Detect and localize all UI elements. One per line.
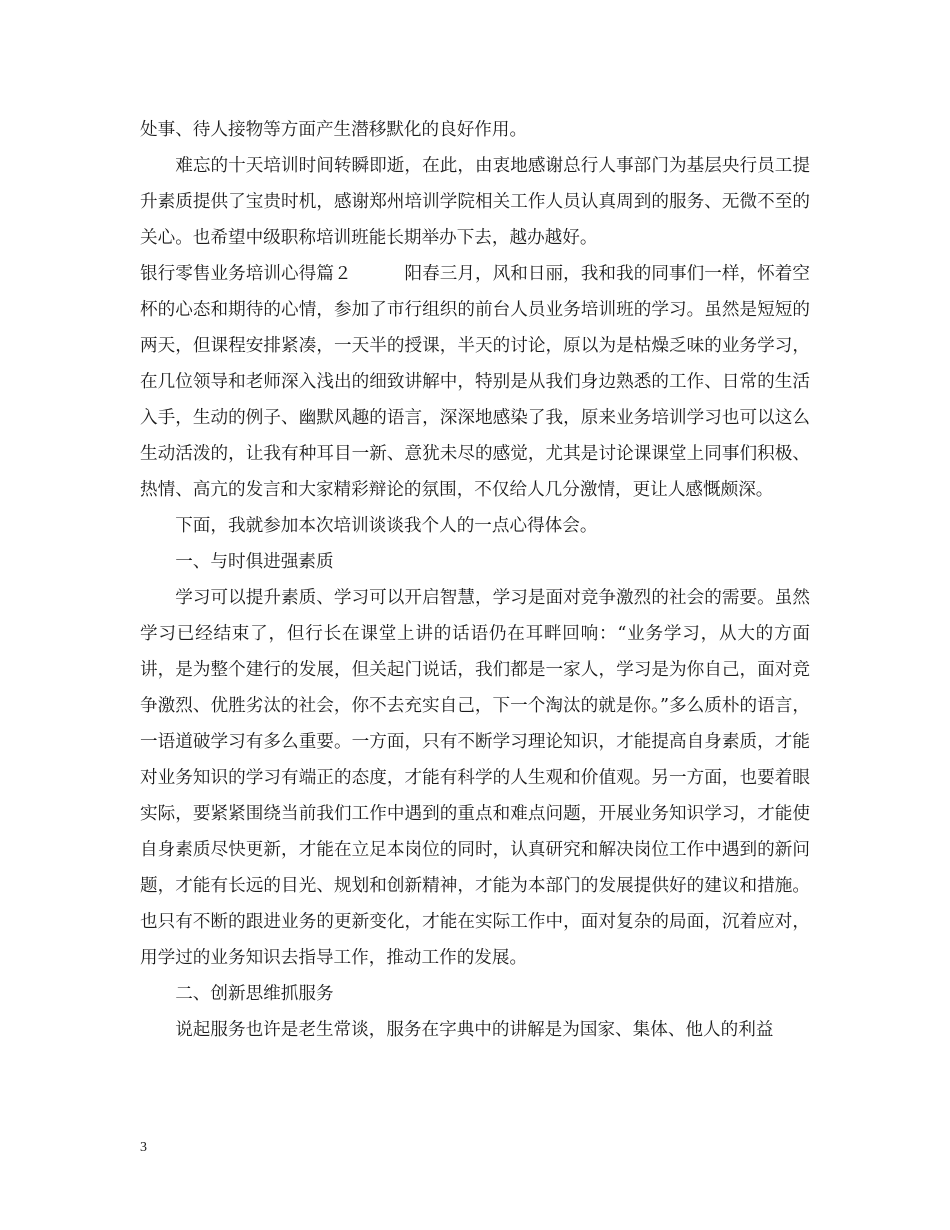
page-number: 3 bbox=[140, 1140, 147, 1155]
paragraph-2: 难忘的十天培训时间转瞬即逝，在此，由衷地感谢总行人事部门为基层央行员工提升素质提供了宝贵时机，感谢郑州培训学院相关工作人员认真周到的服务、无微不至的关心。也希望中级职称培训班能长期举办下去，越办越好。 bbox=[140, 156, 810, 248]
paragraph-5: 学习可以提升素质、学习可以开启智慧，学习是面对竞争激烈的社会的需要。虽然学习已经结束了，但行长在课堂上讲的话语仍在耳畔回响：“业务学习，从大的方面讲，是为整个建行的发展，但关起门说话，我们都是一家人，学习是为你自己，面对竞争激烈、优胜劣汰的社会，你不去充实自己，下一个淘汰的就是你。”多么质朴的语言，一语道破学习有多么重要。一方面，只有不断学习理论知识，才能提高自身素质，才能对业务知识的学习有端正的态度，才能有科学的人生观和价值观。另一方面，也要着眼实际，要紧紧围绕当前我们工作中遇到的重点和难点问题，开展业务知识学习，才能使自身素质尽快更新，才能在立足本岗位的同时，认真研究和解决岗位工作中遇到的新问题，才能有长远的目光、规划和创新精神，才能为本部门的发展提供好的建议和措施。也只有不断的跟进业务的更新变化，才能在实际工作中，面对复杂的局面，沉着应对，用学过的业务知识去指导工作，推动工作的发展。 bbox=[140, 588, 810, 968]
heading-2: 二、创新思维抓服务 bbox=[175, 984, 334, 1004]
paragraph-3 bbox=[140, 256, 810, 508]
paragraph-4: 下面，我就参加本次培训谈谈我个人的一点心得体会。 bbox=[175, 516, 598, 536]
body-text bbox=[140, 112, 810, 1048]
paragraph-1: 处事、待人接物等方面产生潜移默化的良好作用。 bbox=[140, 120, 528, 140]
paragraph-6: 说起服务也许是老生常谈，服务在字典中的讲解是为国家、集体、他人的利益 bbox=[175, 1020, 774, 1040]
paragraph-3-text: 阳春三月，风和日丽，我和我的同事们一样，怀着空杯的心态和期待的心情，参加了市行组织的前台人员业务培训班的学习。虽然是短短的两天，但课程安排紧凑，一天半的授课，半天的讨论，原以为是枯燥乏味的业务学习，在几位领导和老师深入浅出的细致讲解中，特别是从我们身边熟悉的工作、日常的生活入手，生动的例子、幽默风趣的语言，深深地感染了我，原来业务培训学习也可以这么生动活泼的，让我有种耳目一新、意犹未尽的感觉，尤其是讨论课课堂上同事们积极、热情、高亢的发言和大家精彩辩论的氛围，不仅给人几分激情，更让人感慨颇深。 bbox=[140, 264, 810, 500]
section-title: 银行零售业务培训心得篇２ bbox=[140, 264, 352, 284]
heading-1: 一、与时俱进强素质 bbox=[175, 552, 334, 572]
